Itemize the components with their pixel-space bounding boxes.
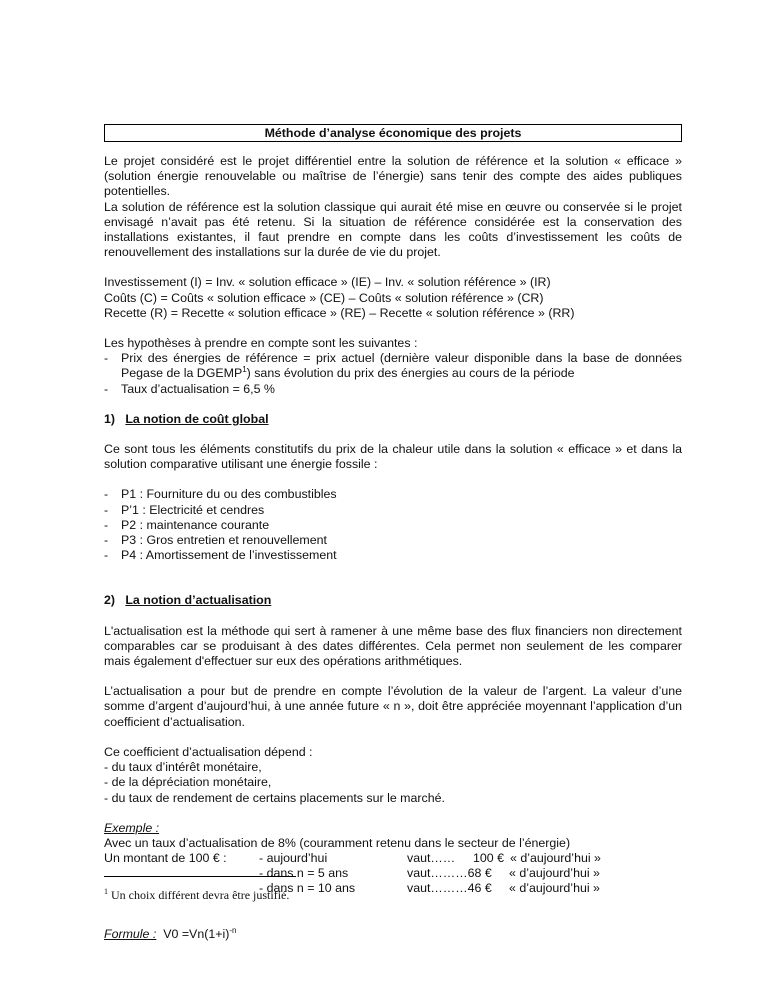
section-2-paragraph-2: L’actualisation a pour but de prendre en compte l’évolution de la valeur de l’argent. La valeur d’une somme d’argent d’aujourd’hui, à une année future « n », doit être appréciée moyennant l’application d’un coefficient d’actualisation. bbox=[104, 684, 682, 729]
hypothesis-item-prices: - Prix des énergies de référence = prix actuel (dernière valeur disponible dans la base de données Pegase de la DGEMP$^1$) sans évolution du prix des énergies au cours de la période bbox=[104, 351, 682, 381]
intro-paragraph-2: La solution de référence est la solution classique qui aurait été mise en œuvre ou conservée si le projet envisagé n’avait pas été retenu. Si la situation de référence considérée est la conservation des installations existantes, il faut prendre en compte dans les coûts d’investissement les coûts de renouvellement des installations sur la durée de vie du projet. bbox=[104, 199, 682, 260]
hypothesis-item-rate: - Taux d’actualisation = 6,5 % bbox=[104, 381, 275, 396]
example-intro: Avec un taux d’actualisation de 8% (couramment retenu dans le secteur de l’énergie) bbox=[104, 835, 571, 850]
coefficient-intro: Ce coefficient d’actualisation dépend : bbox=[104, 744, 313, 759]
list-item: - du taux de rendement de certains placements sur le marché. bbox=[104, 790, 445, 805]
list-item: - de la dépréciation monétaire, bbox=[104, 775, 272, 790]
hypotheses-intro: Les hypothèses à prendre en compte sont les suivantes : bbox=[104, 336, 418, 351]
formula: Formule : $V0 =Vn(1+i)^{-n}$ bbox=[104, 925, 237, 941]
definition-revenue: Recette (R) = Recette « solution efficace » (RE) – Recette « solution référence » (RR) bbox=[104, 305, 575, 320]
definition-costs: Coûts (C) = Coûts « solution efficace » (CE) – Coûts « solution référence » (CR) bbox=[104, 290, 544, 305]
list-item: - P2 : maintenance courante bbox=[104, 517, 270, 532]
intro-paragraph-1: Le projet considéré est le projet différentiel entre la solution de référence et la solution « efficace » (solution énergie renouvelable ou maîtrise de l’énergie) sans tenir des compte des aides publiques potentielles. bbox=[104, 154, 682, 199]
footnote-ref: 1 bbox=[242, 365, 247, 375]
list-item: - P3 : Gros entretien et renouvellement bbox=[104, 533, 327, 548]
definition-investment: Investissement (I) = Inv. « solution efficace » (IE) – Inv. « solution référence » (IR) bbox=[104, 275, 551, 290]
document-title: Méthode d’analyse économique des projets bbox=[104, 124, 682, 142]
footnote-divider bbox=[104, 876, 296, 877]
list-item: - P4 : Amortissement de l’investissement bbox=[104, 548, 337, 563]
example-row: - dans n = 5 ans vaut………68 € « d’aujourd’hui » bbox=[259, 866, 600, 881]
section-1-text: Ce sont tous les éléments constitutifs du prix de la chaleur utile dans la solution « efficace » et dans la solution comparative utilisant une énergie fossile : bbox=[104, 442, 682, 472]
example-label: Exemple : bbox=[104, 820, 160, 835]
list-item: - P1 : Fourniture du ou des combustibles bbox=[104, 487, 337, 502]
footnote: $^1$ Un choix différent devra être justifié. bbox=[104, 887, 290, 902]
section-2-paragraph-1: L'actualisation est la méthode qui sert à ramener à une même base des flux financiers non directement comparables car se produisant à des dates différentes. Cela permet non seulement de les comparer mais également d'effectuer sur eux des opérations arithmétiques. bbox=[104, 623, 682, 669]
example-row: - dans n = 10 ans vaut………46 € « d’aujourd’hui » bbox=[259, 881, 600, 896]
section-2-heading: 2) La notion d’actualisation bbox=[104, 593, 272, 608]
list-item: - du taux d’intérêt monétaire, bbox=[104, 760, 262, 775]
document-body bbox=[104, 124, 682, 942]
list-item: - P’1 : Electricité et cendres bbox=[104, 502, 265, 517]
section-1-heading: 1) La notion de coût global bbox=[104, 411, 269, 426]
example-row: Un montant de 100 € : - aujourd’hui vaut…… 100 € « d’aujourd’hui » bbox=[104, 851, 601, 866]
